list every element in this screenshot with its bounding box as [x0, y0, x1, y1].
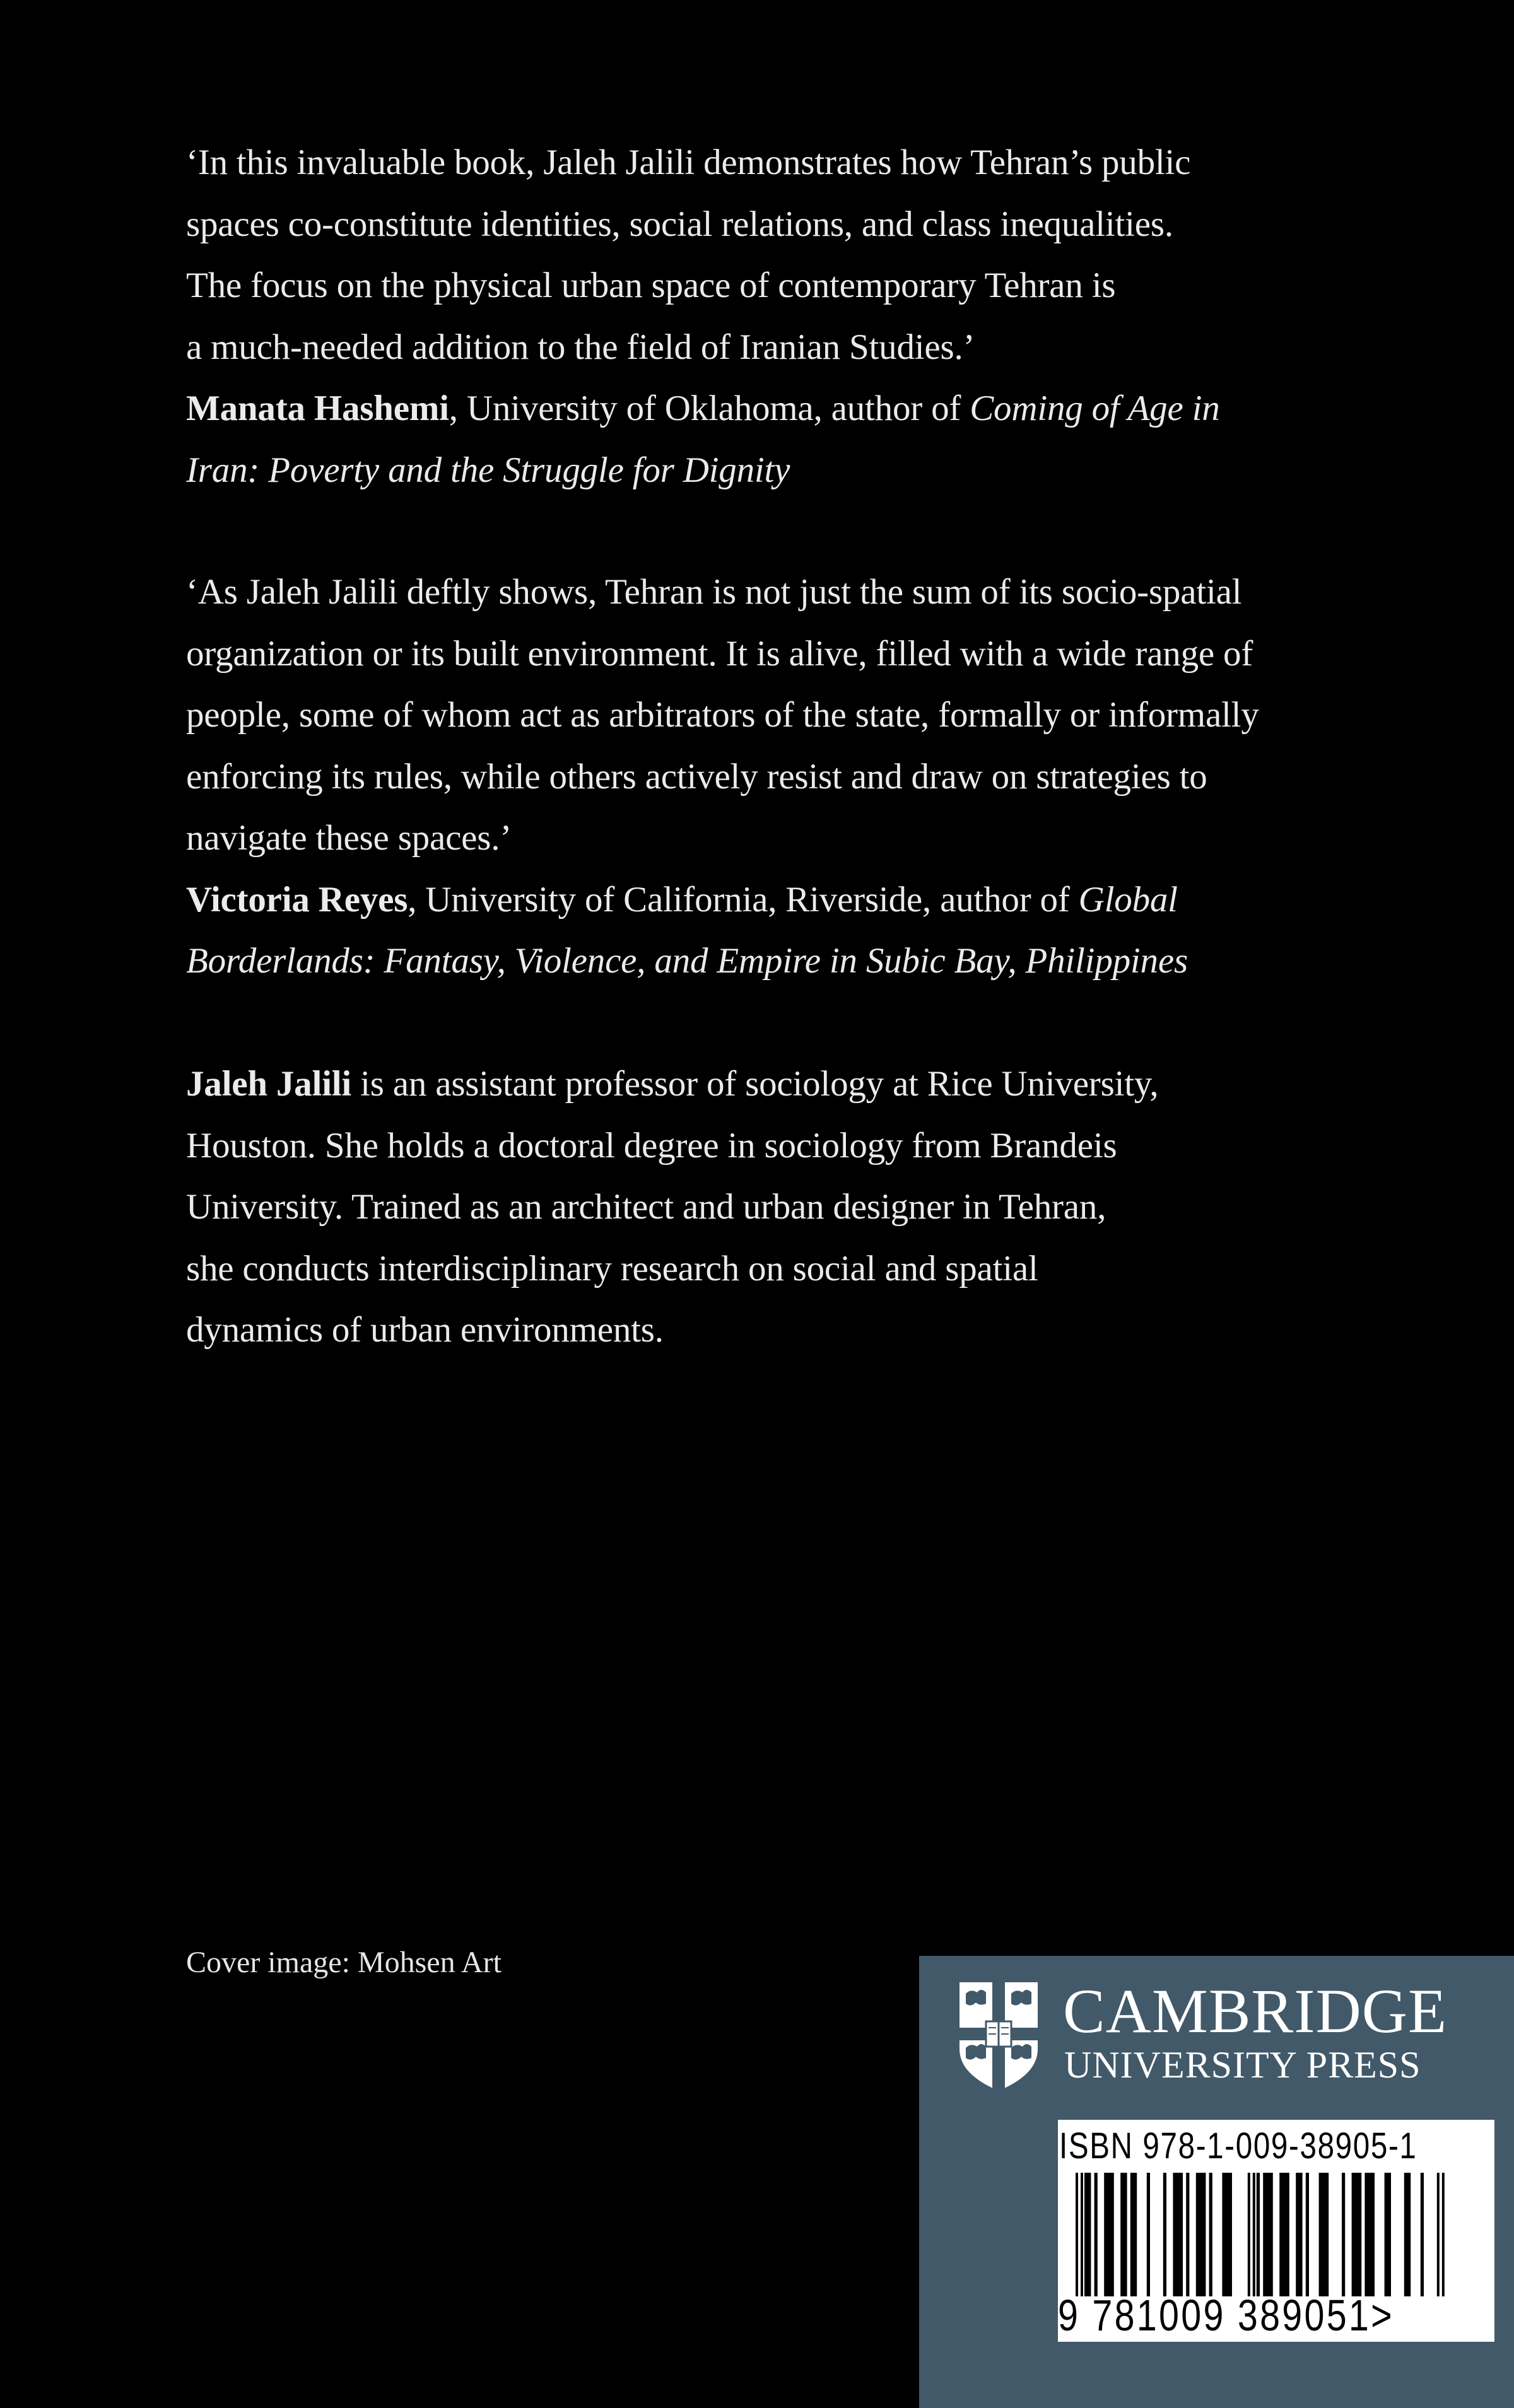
- barcode-digit-text: 9 781009 389051: [1058, 2291, 1371, 2340]
- quote-2-attribution: [186, 869, 1385, 931]
- bio-line: she conducts interdisciplinary research on social and spatial: [186, 1248, 1038, 1289]
- barcode-guard-bar: [1442, 2173, 1445, 2296]
- barcode-bars: [1076, 2173, 1473, 2296]
- barcode-bar: [1084, 2173, 1091, 2296]
- bio-first-line-text: is an assistant professor of sociology at Rice University,: [351, 1064, 1159, 1104]
- quote-1-attribution: [186, 378, 1385, 440]
- bio-line: Houston. She holds a doctoral degree in sociology from Brandeis: [186, 1125, 1117, 1166]
- publisher-name: CAMBRIDGE: [1063, 1976, 1448, 2046]
- barcode-guard-bar: [1076, 2173, 1078, 2296]
- bio-first-line: [186, 1053, 1385, 1115]
- barcode-bar: [1209, 2173, 1212, 2296]
- barcode-bar: [1130, 2173, 1137, 2296]
- barcode-bar: [1296, 2173, 1302, 2296]
- barcode-bar: [1306, 2173, 1309, 2296]
- barcode-digits: [1058, 2290, 1416, 2341]
- barcode-guard-bar: [1248, 2173, 1250, 2296]
- barcode-bar: [1120, 2173, 1127, 2296]
- barcode-bar: [1173, 2173, 1183, 2296]
- barcode-guard-bar: [1437, 2173, 1440, 2296]
- quote-1-line: spaces co-constitute identities, social relations, and class inequalities.: [186, 204, 1173, 244]
- publisher-subname: UNIVERSITY PRESS: [1064, 2044, 1421, 2086]
- barcode-bar: [1385, 2173, 1391, 2296]
- endorsement-quote-2: [186, 561, 1385, 992]
- barcode-bar: [1163, 2173, 1166, 2296]
- barcode-bar: [1257, 2173, 1260, 2296]
- quote-1-book-title-part-2: Iran: Poverty and the Struggle for Dignity: [186, 450, 790, 490]
- bio-author-name: Jaleh Jalili: [186, 1064, 352, 1104]
- quote-2-book-title-part-1: Global: [1078, 879, 1178, 920]
- bio-line: dynamics of urban environments.: [186, 1310, 664, 1350]
- barcode-bar: [1094, 2173, 1098, 2296]
- quote-1-author-name: Manata Hashemi: [186, 389, 449, 428]
- barcode-bar: [1196, 2173, 1206, 2296]
- isbn-label: ISBN 978-1-009-38905-1: [1059, 2125, 1417, 2166]
- quote-1-author-affiliation: , University of Oklahoma, author of: [449, 389, 970, 428]
- barcode-bar: [1342, 2173, 1345, 2296]
- quote-2-line: organization or its built environment. It is alive, filled with a wide range of: [186, 633, 1253, 674]
- quote-2-line: people, some of whom act as arbitrators of the state, formally or informally: [186, 695, 1259, 735]
- isbn-barcode: [1058, 2120, 1494, 2342]
- author-bio: [186, 1053, 1385, 1361]
- barcode-bar: [1104, 2173, 1114, 2296]
- barcode-guard-bar: [1253, 2173, 1255, 2296]
- barcode-bar: [1364, 2173, 1375, 2296]
- barcode-guard-bar: [1081, 2173, 1083, 2296]
- quote-2-line: enforcing its rules, while others actively resist and draw on strategies to: [186, 756, 1207, 797]
- quote-2-book-title-part-2: Borderlands: Fantasy, Violence, and Empire in Subic Bay, Philippines: [186, 941, 1188, 981]
- quote-2-line: ‘As Jaleh Jalili deftly shows, Tehran is not just the sum of its socio-spatial: [186, 572, 1242, 612]
- barcode-quiet-zone-mark: >: [1371, 2291, 1394, 2340]
- barcode-bar: [1222, 2173, 1232, 2296]
- barcode-bar: [1421, 2173, 1424, 2296]
- quote-1-line: The focus on the physical urban space of contemporary Tehran is: [186, 266, 1116, 305]
- bio-line: University. Trained as an architect and urban designer in Tehran,: [186, 1187, 1106, 1227]
- endorsement-quote-1: [186, 132, 1385, 501]
- barcode-bar: [1279, 2173, 1289, 2296]
- barcode-bar: [1352, 2173, 1362, 2296]
- quote-1-line: ‘In this invaluable book, Jaleh Jalili demonstrates how Tehran’s public: [186, 143, 1191, 182]
- barcode-bar: [1404, 2173, 1411, 2296]
- cover-image-credit: Cover image: Mohsen Art: [186, 1946, 502, 1979]
- cambridge-crest-icon: [957, 1980, 1040, 2093]
- publisher-panel: [919, 1956, 1514, 2408]
- barcode-bar: [1319, 2173, 1329, 2296]
- quote-2-author-affiliation: , University of California, Riverside, author of: [408, 879, 1079, 920]
- quote-1-book-title-part-1: Coming of Age in: [970, 389, 1220, 428]
- quote-2-line: navigate these spaces.’: [186, 818, 512, 858]
- quote-1-line: a much-needed addition to the field of Iranian Studies.’: [186, 327, 975, 367]
- barcode-bar: [1186, 2173, 1189, 2296]
- barcode-bar: [1147, 2173, 1150, 2296]
- barcode-bar: [1263, 2173, 1273, 2296]
- quote-2-author-name: Victoria Reyes: [186, 879, 408, 920]
